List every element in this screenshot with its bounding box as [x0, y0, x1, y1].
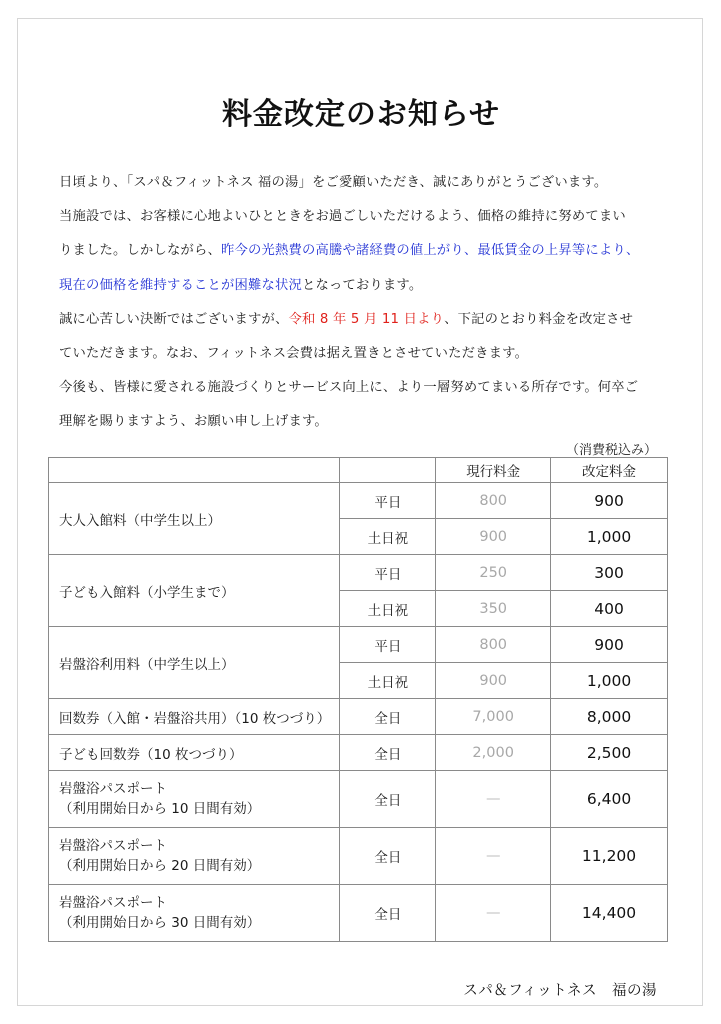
body-text-segment: りました。しかしながら、: [59, 243, 221, 259]
item-name-line: 岩盤浴パスポート: [59, 838, 167, 854]
new-price: 8,000: [551, 699, 668, 735]
item-name: 岩盤浴利用料（中学生以上）: [49, 627, 340, 699]
item-name: [49, 771, 340, 828]
body-text-segment: 誠に心苦しい決断ではございますが、: [59, 311, 289, 327]
item-name-note: （利用開始日から 30 日間有効）: [59, 915, 261, 931]
new-price: 1,000: [551, 519, 668, 555]
new-price: 14,400: [551, 885, 668, 942]
body-line: ていただきます。なお、フィットネス会費は据え置きとさせていただきます。: [59, 346, 529, 362]
day-type: 平日: [340, 483, 436, 519]
header-empty-cell: [340, 458, 436, 483]
day-type: 全日: [340, 699, 436, 735]
body-line: 日頃より、「スパ＆フィットネス 福の湯」をご愛顧いただき、誠にありがとうございます。: [59, 175, 608, 190]
day-type: 平日: [340, 555, 436, 591]
item-name-line: 岩盤浴パスポート: [59, 781, 167, 797]
new-price: 1,000: [551, 663, 668, 699]
table-row: [49, 627, 668, 663]
body-line: 理解を賜りますよう、お願い申し上げます。: [59, 414, 328, 430]
highlight-cost-reason: 昨今の光熱費の高騰や諸経費の値上がり、最低賃金の上昇等により、: [220, 243, 640, 259]
table-row: [49, 885, 668, 942]
body-line: [59, 303, 679, 337]
new-price: 400: [551, 591, 668, 627]
day-type: 全日: [340, 828, 436, 885]
day-type: 土日祝: [340, 591, 436, 627]
item-name: 大人入館料（中学生以上）: [49, 483, 340, 555]
body-line: 当施設では、お客様に心地よいひとときをお過ごしいただけるよう、価格の維持に努めてまい: [59, 209, 626, 225]
item-name-note: （利用開始日から 20 日間有効）: [59, 858, 261, 874]
tax-included-note: （消費税込み）: [565, 443, 657, 458]
day-type: 全日: [340, 885, 436, 942]
body-line: [59, 269, 679, 303]
current-price: —: [436, 828, 551, 885]
current-price: 7,000: [436, 699, 551, 735]
body-text-segment: となっております。: [301, 277, 423, 293]
current-price: 350: [436, 591, 551, 627]
price-table: [48, 457, 668, 942]
day-type: 全日: [340, 735, 436, 771]
table-row: [49, 828, 668, 885]
day-type: 全日: [340, 771, 436, 828]
facility-signature: スパ＆フィットネス 福の湯: [463, 983, 657, 999]
item-name: 回数券（入館・岩盤浴共用）（10 枚つづり）: [49, 699, 340, 735]
table-row: [49, 699, 668, 735]
item-name: 子ども入館料（小学生まで）: [49, 555, 340, 627]
header-current-price: 現行料金: [436, 458, 551, 483]
new-price: 2,500: [551, 735, 668, 771]
body-line: 今後も、皆様に愛される施設づくりとサービス向上に、より一層努めてまいる所存です。何卒ご: [59, 380, 639, 396]
current-price: —: [436, 885, 551, 942]
body-text-segment: 、下記のとおり料金を改定させ: [444, 311, 634, 327]
current-price: 900: [436, 663, 551, 699]
current-price: —: [436, 771, 551, 828]
item-name: [49, 828, 340, 885]
item-name: [49, 885, 340, 942]
highlight-difficulty: 現在の価格を維持することが困難な状況: [59, 277, 302, 293]
header-new-price: 改定料金: [551, 458, 668, 483]
current-price: 800: [436, 627, 551, 663]
page-title: 料金改定のお知らせ: [221, 97, 501, 132]
current-price: 2,000: [436, 735, 551, 771]
notice-body: [59, 166, 679, 440]
table-row: [49, 483, 668, 519]
new-price: 11,200: [551, 828, 668, 885]
header-empty-cell: [49, 458, 340, 483]
new-price: 900: [551, 627, 668, 663]
table-header-row: [49, 458, 668, 483]
day-type: 土日祝: [340, 663, 436, 699]
highlight-effective-date: 令和 8 年 5 月 11 日より: [288, 311, 445, 327]
current-price: 800: [436, 483, 551, 519]
notice-page: [17, 18, 703, 1006]
table-row: [49, 735, 668, 771]
body-line: [59, 234, 679, 268]
new-price: 900: [551, 483, 668, 519]
new-price: 300: [551, 555, 668, 591]
current-price: 250: [436, 555, 551, 591]
table-row: [49, 555, 668, 591]
day-type: 平日: [340, 627, 436, 663]
item-name-note: （利用開始日から 10 日間有効）: [59, 801, 261, 817]
day-type: 土日祝: [340, 519, 436, 555]
current-price: 900: [436, 519, 551, 555]
new-price: 6,400: [551, 771, 668, 828]
table-row: [49, 771, 668, 828]
item-name: 子ども回数券（10 枚つづり）: [49, 735, 340, 771]
item-name-line: 岩盤浴パスポート: [59, 895, 167, 911]
